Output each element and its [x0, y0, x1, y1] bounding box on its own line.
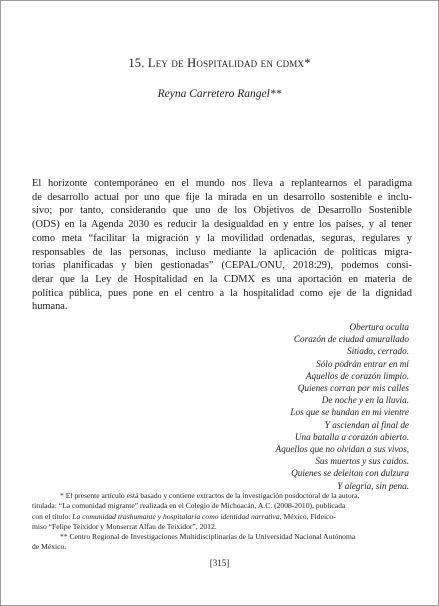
poem-line: Sólo podrán entrar en mí — [316, 358, 409, 369]
footnote-2-line: de México. — [32, 542, 67, 552]
body-line: (ODS) en la Agenda 2030 es reducir la desigualdad en y entre los países, y al tener — [32, 219, 412, 231]
footnote-1-line: miso “Felipe Teixidor y Monserrat Alfau de Teixidor”, 2012. — [32, 521, 217, 531]
poem-line: Corazón de ciudad amurallado — [293, 334, 409, 345]
body-line: derar que la Ley de Hospitalidad en la CDMX es una aportación en materia de — [32, 273, 412, 285]
poem-line: Y asciendan al final de — [324, 419, 409, 430]
footnote-book-title: La comunidad trashumante y hospitalaria como identidad narrativa — [72, 511, 280, 521]
body-line: responsables de las personas, incluso mediante la aplicación de políticas migra- — [32, 246, 412, 258]
footnote-text: con el título: — [32, 511, 73, 521]
poem-line: Obertura oculta — [349, 322, 409, 332]
body-line: torias planificadas y bien gestionadas” (CEPAL/ONU, 2018:29), podemos consi- — [32, 260, 412, 272]
chapter-title: 15. Ley de Hospitalidad en cdmx* — [128, 56, 311, 70]
poem-line: Aquellos de corazón limpio. — [305, 370, 409, 381]
chapter-author: Reyna Carretero Rangel** — [157, 88, 282, 100]
poem-line: De noche y en la lluvia. — [321, 395, 409, 406]
body-line: política pública, pues pone en el centro a la hospitalidad como eje de la dignidad — [32, 287, 412, 299]
epigraph-poem — [149, 321, 409, 492]
footnote-1-line: titulada: “La comunidad migrante” realizada en el Colegio de Michoacán, A.C. (2008-2010), publicada — [32, 501, 346, 511]
poem-line: Y alegría, sin pena. — [337, 480, 409, 491]
poem-line: Los que se hundan en mi vientre — [290, 407, 409, 418]
footnote-1-line — [32, 512, 412, 522]
poem-line: Sus muertos y sus caídos. — [315, 456, 409, 467]
body-paragraph — [32, 177, 412, 314]
body-line: El horizonte contemporáneo en el mundo nos lleva a replantearnos el paradigma — [32, 178, 412, 189]
poem-line: Quienes corran por mis calles — [297, 383, 409, 394]
footnotes — [32, 491, 412, 553]
poem-line: Sitiado, cerrado. — [346, 346, 409, 357]
footnote-1-line: * El presente artículo está basado y contiene extractos de la investigación posdoctoral de la autora, — [60, 491, 360, 500]
footnote-2-line: ** Centro Regional de Investigaciones Multidisciplinarias de la Universidad Nacional Autónoma — [60, 532, 356, 542]
page-number: [315] — [209, 558, 230, 568]
poem-line: Una batalla a corazón abierto. — [294, 431, 409, 442]
footnote-text: , México, Fideico- — [279, 511, 336, 521]
body-line: humana. — [32, 301, 68, 313]
body-line: de desarrollo actual por uno que fije la mirada en un desarrollo sostenible e inclu- — [32, 191, 412, 203]
poem-line: Aquellos que no olvidan a sus vivos, — [275, 444, 409, 455]
body-line: sivo; por tanto, considerando que uno de los Objetivos de Desarrollo Sostenible — [32, 205, 412, 217]
body-line: como meta “facilitar la migración y la movilidad ordenadas, seguras, regulares y — [32, 232, 412, 244]
poem-line: Quienes se deleitan con dulzura — [291, 468, 409, 479]
